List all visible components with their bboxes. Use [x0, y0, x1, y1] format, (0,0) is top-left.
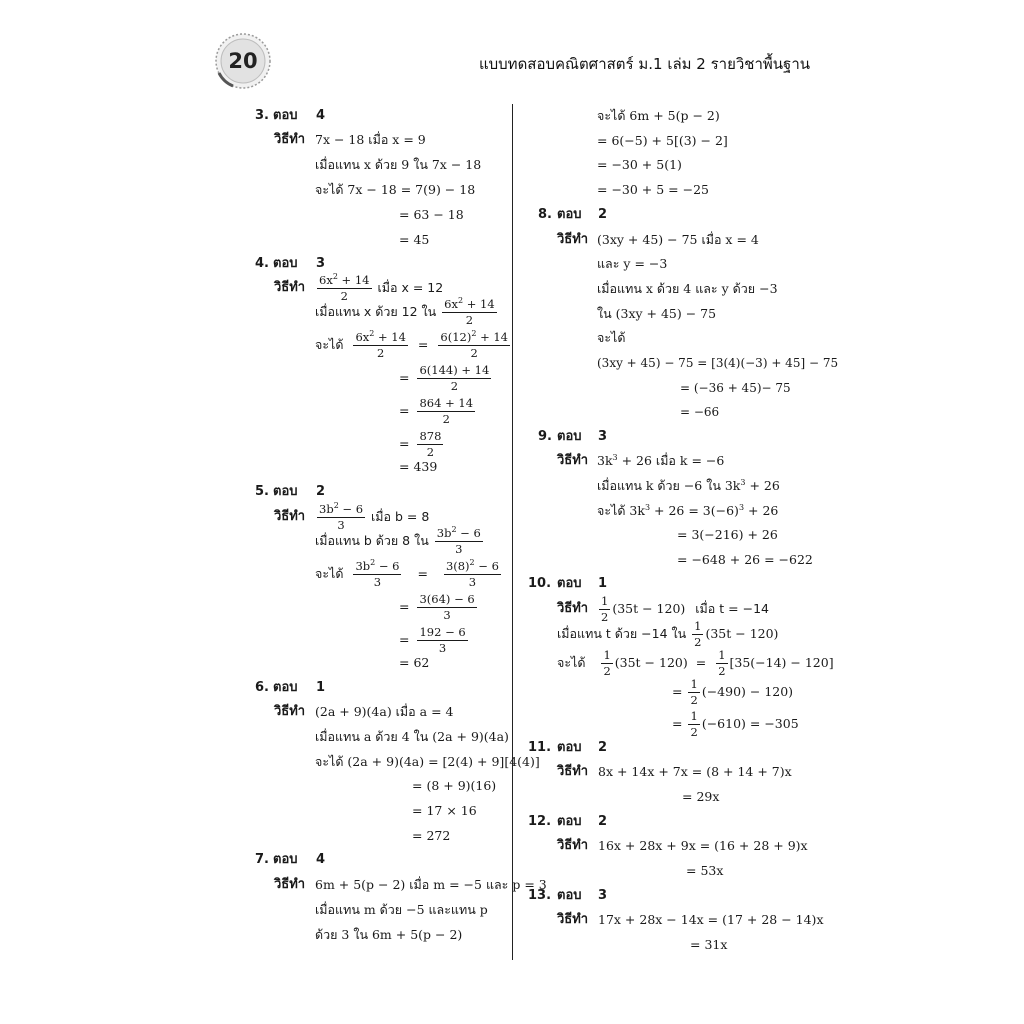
answer-label: ตอบ — [273, 680, 298, 695]
result-label: จะได้ — [597, 330, 626, 345]
substitution-line: เมื่อแทน x ด้วย 4 และ y ด้วย −3 — [597, 281, 778, 296]
problem-number: 11. — [528, 740, 552, 755]
problem-expression: 16x + 28x + 9x = (16 + 28 + 9)x — [598, 838, 808, 853]
method-label: วิธีทำ — [557, 601, 589, 616]
step-line: = $\frac{192 - 6}{3}$ — [399, 625, 466, 655]
column-divider — [512, 104, 513, 960]
answer-label: ตอบ — [557, 429, 582, 444]
method-label: วิธีทำ — [557, 232, 589, 247]
problem-number: 4. — [255, 256, 269, 271]
answer-choice: 2 — [598, 814, 608, 829]
problem-number: 12. — [528, 814, 552, 829]
step-line: = $\frac{1}{2}$ (−490) − 120) — [672, 677, 794, 707]
answer-choice: 3 — [316, 256, 326, 271]
answer-choice: 3 — [598, 429, 608, 444]
answer-label: ตอบ — [273, 108, 298, 123]
condition-line: และ y = −3 — [597, 256, 668, 271]
result-line: จะได้ $\frac{6x^2 + 14}{2}$ = $\frac{6(12)^2 + 14}{2}$ — [315, 329, 509, 360]
problem-number: 5. — [255, 484, 269, 499]
problem-number: 7. — [255, 852, 269, 867]
answer-label: ตอบ — [557, 207, 582, 222]
substitution-line: เมื่อแทน a ด้วย 4 ใน (2a + 9)(4a) — [315, 729, 509, 744]
substitution-line: เมื่อแทน k ด้วย −6 ใน $3k^3 + 26$ — [597, 477, 780, 493]
answer-label: ตอบ — [557, 740, 582, 755]
result-line: จะได้ 6m + 5(p − 2) — [597, 108, 720, 123]
answer-choice: 2 — [316, 484, 326, 499]
substitution-line: ด้วย 3 ใน 6m + 5(p − 2) — [315, 927, 463, 942]
step-line: = 6(−5) + 5[(3) − 2] — [597, 133, 728, 148]
step-line: = (8 + 9)(16) — [412, 778, 497, 793]
method-label: วิธีทำ — [557, 453, 589, 468]
substitution-line: เมื่อแทน t ด้วย −14 ใน $\frac{1}{2}$ (35t − 120) — [557, 619, 779, 649]
step-line: = (−36 + 45)− 75 — [680, 381, 791, 395]
step-line: = 439 — [399, 459, 438, 474]
running-title: แบบทดสอบคณิตศาสตร์ ม.1 เล่ม 2 รายวิชาพื้นฐาน — [478, 55, 810, 73]
answer-label: ตอบ — [557, 576, 582, 591]
result-line: จะได้ $\frac{3b^2 - 6}{3}$ = $\frac{3(8)^2 - 6}{3}$ — [315, 558, 499, 589]
substitution-line: เมื่อแทน x ด้วย 12 ใน $\frac{6x^2 + 14}{2}$ — [315, 296, 495, 327]
page-number: 20 — [228, 49, 258, 73]
substitution-line: เมื่อแทน b ด้วย 8 ใน $\frac{3b^2 - 6}{3}$ — [315, 525, 481, 556]
substitution-line: ใน (3xy + 45) − 75 — [597, 306, 717, 321]
step-line: = −30 + 5 = −25 — [597, 182, 709, 197]
step-line: = −30 + 5(1) — [597, 157, 682, 172]
step-line: = $\frac{6(144) + 14}{2}$ — [399, 363, 490, 393]
step-line: = 63 − 18 — [399, 207, 464, 222]
method-label: วิธีทำ — [274, 132, 306, 147]
answer-choice: 4 — [316, 108, 326, 123]
result-line: จะได้ $\frac{1}{2}$ (35t − 120) = $\frac{1}{2}$ [35(−14) − 120] — [557, 648, 834, 678]
method-label: วิธีทำ — [274, 877, 306, 892]
step-line: = 62 — [399, 655, 430, 670]
result-line: จะได้ (2a + 9)(4a) = [2(4) + 9][4(4)] — [315, 754, 540, 769]
problem-number: 9. — [538, 429, 552, 444]
method-label: วิธีทำ — [274, 280, 306, 295]
step-line: = $\frac{878}{2}$ — [399, 429, 442, 459]
answer-choice: 4 — [316, 852, 326, 867]
problem-number: 13. — [528, 888, 552, 903]
step-line: = 31x — [690, 937, 728, 952]
step-line: = −66 — [680, 405, 720, 419]
answer-choice: 1 — [316, 680, 326, 695]
step-line: = −648 + 26 = −622 — [677, 552, 813, 567]
problem-expression: 17x + 28x − 14x = (17 + 28 − 14)x — [598, 912, 824, 927]
answer-choice: 3 — [598, 888, 608, 903]
step-line: = 29x — [682, 789, 720, 804]
answer-label: ตอบ — [557, 814, 582, 829]
step-line: = 3(−216) + 26 — [677, 527, 778, 542]
substitution-line: เมื่อแทน m ด้วย −5 และแทน p — [315, 902, 488, 917]
problem-expression: (3xy + 45) − 75 เมื่อ x = 4 — [597, 232, 759, 247]
problem-expression: $3k^3 + 26$ เมื่อ k = −6 — [597, 452, 725, 468]
problem-number: 8. — [538, 207, 552, 222]
step-line: = $\frac{864 + 14}{2}$ — [399, 396, 474, 426]
step-line: = 53x — [686, 863, 724, 878]
problem-expression: $\frac{6x^2 + 14}{2}$ เมื่อ x = 12 — [319, 272, 444, 303]
method-label: วิธีทำ — [557, 838, 589, 853]
method-label: วิธีทำ — [274, 509, 306, 524]
answer-choice: 2 — [598, 740, 608, 755]
method-label: วิธีทำ — [274, 704, 306, 719]
step-line: = 17 × 16 — [412, 803, 477, 818]
answer-choice: 1 — [598, 576, 608, 591]
step-line: = 272 — [412, 828, 451, 843]
answer-label: ตอบ — [557, 888, 582, 903]
result-line: จะได้ 7x − 18 = 7(9) − 18 — [315, 182, 476, 197]
problem-number: 3. — [255, 108, 269, 123]
step-line: = 45 — [399, 232, 430, 247]
result-line: (3xy + 45) − 75 = [3(4)(−3) + 45] − 75 — [597, 356, 839, 370]
problem-expression: (2a + 9)(4a) เมื่อ a = 4 — [315, 704, 454, 719]
answer-label: ตอบ — [273, 484, 298, 499]
problem-number: 6. — [255, 680, 269, 695]
answer-label: ตอบ — [273, 256, 298, 271]
problem-expression: 8x + 14x + 7x = (8 + 14 + 7)x — [598, 764, 792, 779]
problem-number: 10. — [528, 576, 552, 591]
step-line: = $\frac{1}{2}$ (−610) = −305 — [672, 709, 799, 739]
problem-expression: $\frac{1}{2}$ (35t − 120) เมื่อ t = −14 — [601, 594, 769, 624]
step-line: = $\frac{3(64) - 6}{3}$ — [399, 592, 475, 622]
problem-expression: $\frac{3b^2 - 6}{3}$ เมื่อ b = 8 — [319, 501, 430, 532]
method-label: วิธีทำ — [557, 764, 589, 779]
substitution-line: เมื่อแทน x ด้วย 9 ใน 7x − 18 — [315, 157, 482, 172]
problem-expression: 6m + 5(p − 2) เมื่อ m = −5 และ p = 3 — [315, 877, 547, 892]
answer-choice: 2 — [598, 207, 608, 222]
answer-label: ตอบ — [273, 852, 298, 867]
fraction: $\frac{6x^2 + 14}{2}$ — [319, 272, 370, 303]
result-line: จะได้ $3k^3 + 26 = 3(-6)^3 + 26$ — [597, 502, 779, 518]
problem-expression: 7x − 18 เมื่อ x = 9 — [315, 132, 426, 147]
method-label: วิธีทำ — [557, 912, 589, 927]
